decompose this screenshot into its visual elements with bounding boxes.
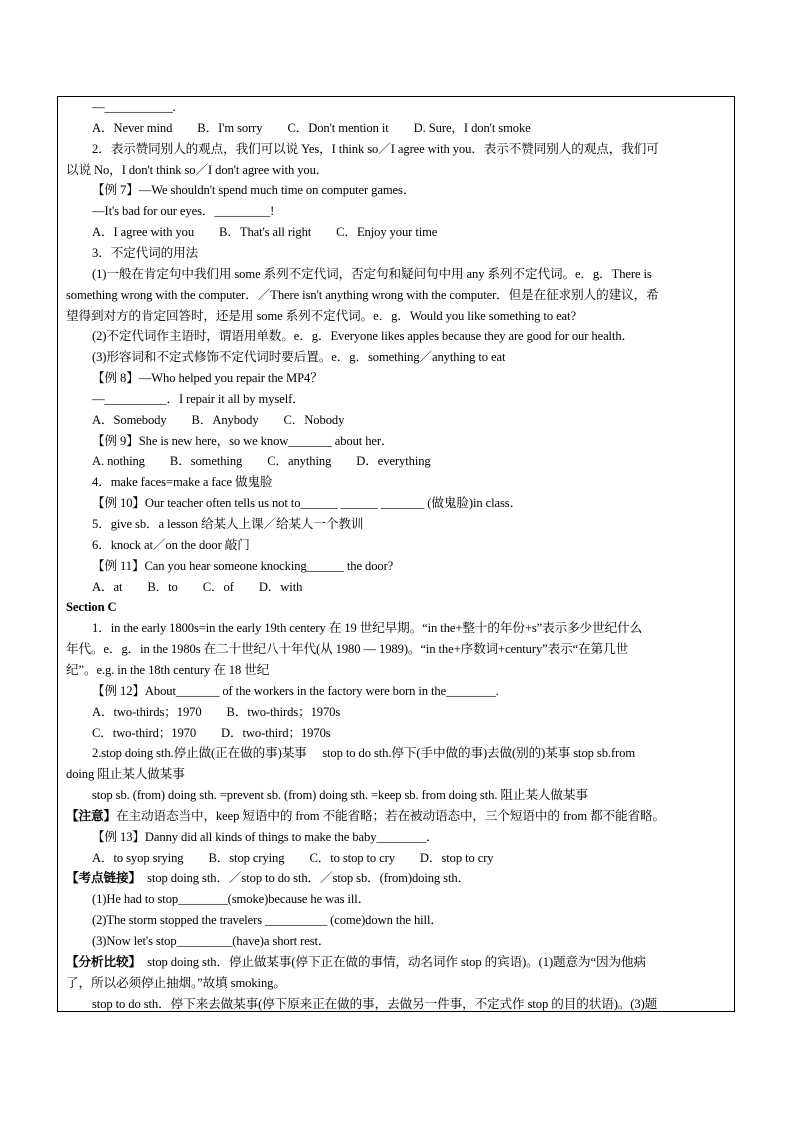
text-line: A．I agree with you B．That's all right C．Enjoy your time (92, 225, 438, 240)
text-line: 以说 No，I don't think so／I don't agree with you． (66, 162, 329, 177)
text-line: 【例 8】—Who helped you repair the MP4？ (92, 371, 323, 386)
text-line: 【例 7】—We shouldn't spend much time on computer games． (92, 183, 416, 198)
text-line (66, 868, 734, 889)
text-line: 2.stop doing sth.停止做(正在做的事)某事 stop to do sth.停下(手中做的事)去做(别的)某事 stop sb.from (92, 746, 636, 761)
text-line: stop sb. (from) doing sth. =prevent sb. (from) doing sth. =keep sb. from doing sth. 阻止某人做某事 (92, 788, 588, 803)
text-line: (1)一般在肯定句中我们用 some 系列不定代词，否定句和疑问句中用 any 系列不定代词。e．g．There is (92, 266, 652, 281)
text-line: 6．knock at／on the door 敲门 (92, 537, 250, 552)
text-line: 【例 9】She is new here，so we know_______ about her． (92, 433, 394, 448)
text-line: 【例 13】Danny did all kinds of things to make the baby________． (92, 829, 439, 844)
line-text: 在主动语态当中，keep 短语中的 from 不能省略；若在被动语态中，三个短语中的 from 都不能省略。 (115, 808, 666, 823)
text-line: (3)Now let's stop_________(have)a short rest． (92, 934, 331, 948)
text-line: 年代。e．g．in the 1980s 在二十世纪八十年代(从 1980 — 1989)。“in the+序数词+century”表示“在第几世 (66, 642, 629, 657)
text-line: —__________．I repair it all by myself． (92, 391, 305, 406)
text-line: C．two-third；1970 D．two-third；1970s (92, 725, 331, 740)
text-line: Section C (66, 600, 117, 615)
text-line: A. nothing B．something C．anything D．everything (92, 454, 431, 469)
text-line: A．to syop srying B．stop crying C．to stop to cry D．stop to cry (92, 850, 494, 865)
text-line: 3．不定代词的用法 (92, 245, 199, 260)
text-line: 了，所以必须停止抽烟。”故填 smoking。 (66, 975, 286, 990)
text-line: doing 阻止某人做某事 (66, 767, 185, 782)
text-line: 纪”。e.g. in the 18th century 在 18 世纪 (66, 662, 270, 677)
text-line (66, 952, 734, 973)
text-line: (2)不定代词作主语时，谓语用单数。e．g．Everyone likes apples because they are good for our health． (92, 329, 635, 344)
text-line: 【例 12】About_______ of the workers in the factory were born in the________. (92, 683, 499, 698)
text-line: A．Somebody B．Anybody C．Nobody (92, 412, 345, 427)
text-line: A．two-thirds；1970 B．two-thirds；1970s (92, 704, 341, 719)
text-line: —It's bad for our eyes．_________! (92, 204, 275, 219)
text-line: (2)The storm stopped the travelers __________ (come)down the hill． (92, 913, 443, 928)
text-line: —___________. (92, 100, 176, 114)
text-line: A．at B．to C．of D．with (92, 579, 303, 594)
text-line: 5．give sb．a lesson 给某人上课／给某人一个教训 (92, 517, 364, 531)
text-line (66, 806, 734, 827)
text-line: A．Never mind B．I'm sorry C．Don't mention it D. Sure，I don't smoke (92, 120, 531, 135)
line-text: stop doing sth．／stop to do sth．／stop sb．(from)doing sth． (134, 871, 471, 886)
text-line: stop to do sth．停下来去做某事(停下原来正在做的事，去做另一件事，不定式作 stop 的目的状语)。(3)题 (92, 996, 658, 1011)
label-tag: 【分析比较】 (66, 954, 135, 969)
label-tag: 【考点链接】 (66, 871, 135, 886)
label-tag: 【注意】 (66, 808, 116, 823)
text-line: 【例 10】Our teacher often tells us not to______ ______ _______ (做鬼脸)in class． (92, 496, 523, 511)
text-line: 1．in the early 1800s=in the early 19th centery 在 19 世纪早期。“in the+整十的年份+s”表示多少世纪什么 (92, 621, 643, 636)
text-line: 4．make faces=make a face 做鬼脸 (92, 475, 273, 490)
text-line: (3)形容词和不定式修饰不定代词时要后置。e．g．something／anything to eat (92, 350, 506, 365)
line-text: stop doing sth．停止做某事(停下正在做的事情，动名词作 stop 的宾语)。(1)题意为“因为他病 (134, 954, 647, 969)
text-line: 望得到对方的肯定回答时，还是用 some 系列不定代词。e．g．Would you like something to eat? (66, 308, 576, 323)
text-line: 【例 11】Can you hear someone knocking______ the door? (92, 558, 394, 573)
text-line: 2．表示赞同别人的观点，我们可以说 Yes，I think so／I agree with you．表示不赞同别人的观点，我们可 (92, 141, 659, 156)
text-line: (1)He had to stop________(smoke)because he was ill． (92, 892, 371, 907)
text-line: something wrong with the computer．／There isn't anything wrong with the computer．但是在征求别人的建议，希 (66, 287, 659, 302)
